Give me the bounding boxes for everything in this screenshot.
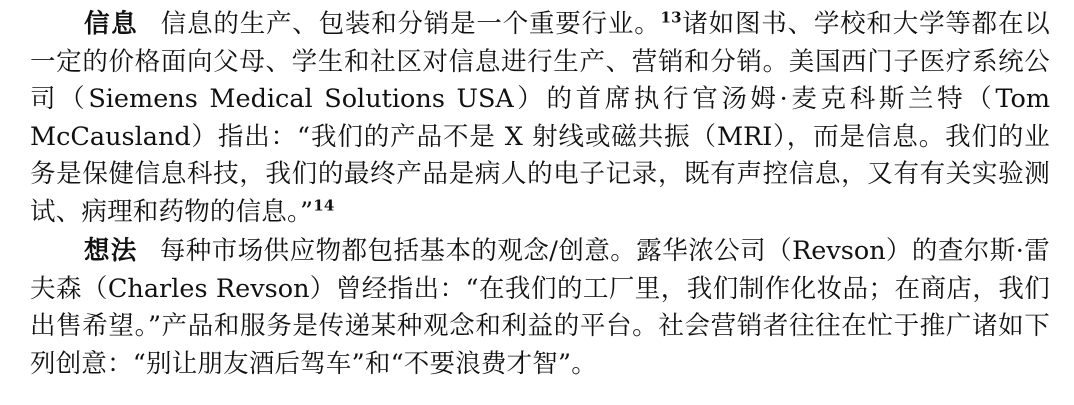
text-run: ）指出：“我们的产品不是 X 射线或磁共振（ (190, 121, 717, 152)
latin-run-charles-revson: Charles Revson (107, 273, 310, 304)
latin-run-mri: MRI (716, 121, 773, 152)
paragraph-lead-idea: 想法 (84, 236, 138, 266)
latin-run-mccausland: Tom McCausland (30, 84, 1051, 152)
text-run: ）的查尔斯·雷夫森（ (30, 236, 1050, 304)
latin-run-siemens: Siemens Medical Solutions USA (88, 84, 514, 114)
footnote-marker-14: 14 (313, 196, 335, 214)
paragraph-idea (30, 233, 1050, 383)
text-run: ）曾经指出：“在我们的工厂里，我们制作化妆品；在商店，我们出售希望。”产品和服务是传递某种观念和利益的平台。社会营销者往往在忙于推广诸如下列创意：“别让朋友酒后驾车”和“不要浪费才智”。 (30, 273, 1050, 379)
text-run: ），而是信息。我们的业务是保健信息科技，我们的最终产品是病人的电子记录，既有声控信息，又有有关实验测试、病理和药物的信息。” (30, 121, 1050, 227)
text-run: 每种市场供应物都包括基本的观念/创意。露华浓公司（ (159, 236, 793, 266)
text-run: 诸如图书、学校和大学等都在以一定的价格面向父母、学生和社区对信息进行生产、营销和分销。美国西门子医疗系统公司（ (30, 9, 1050, 114)
text-run: 信息的生产、包装和分销是一个重要行业。 (160, 9, 661, 39)
latin-run-revson: Revson (792, 236, 886, 266)
text-run: ）的首席执行官汤姆·麦克科斯兰特（ (513, 84, 996, 114)
footnote-marker-13: 13 (660, 8, 682, 27)
paragraph-lead-information: 信息 (84, 9, 139, 39)
paragraph-information (30, 6, 1050, 231)
